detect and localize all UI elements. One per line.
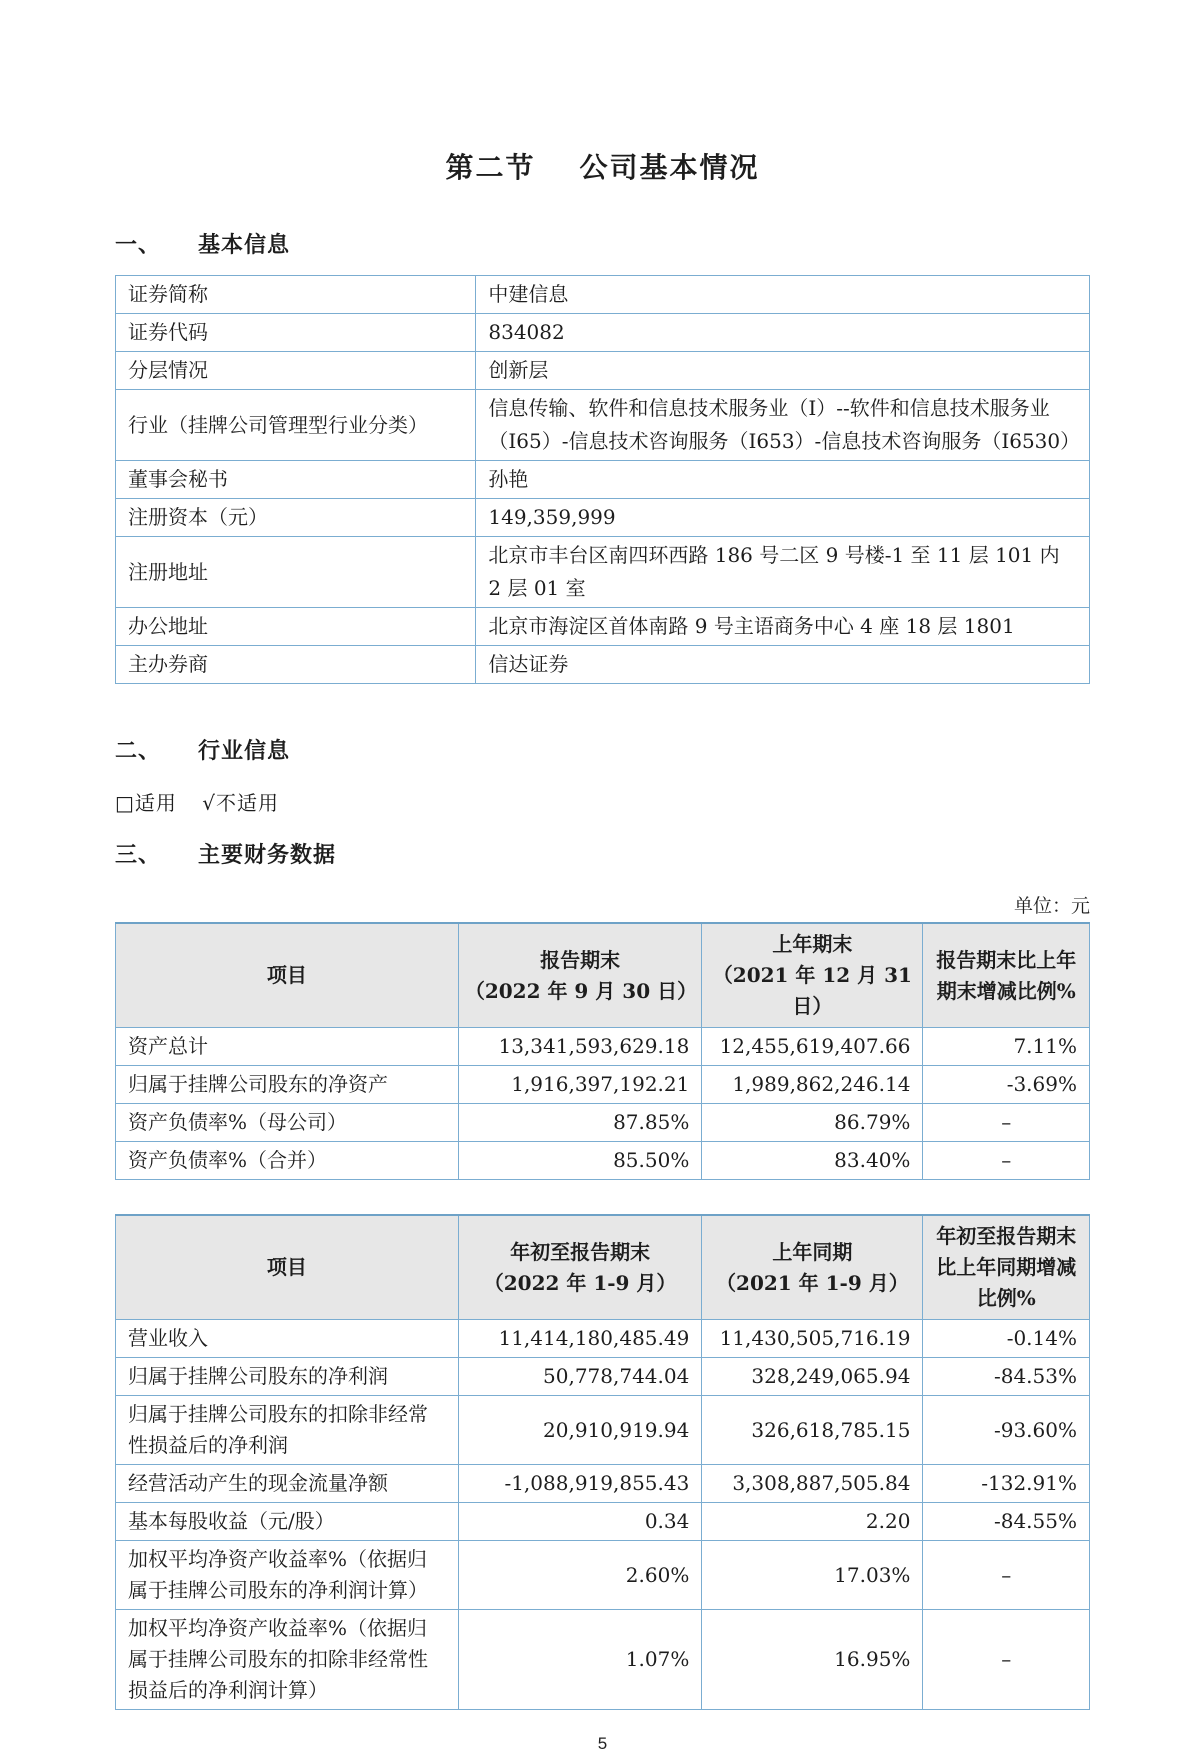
row-value: 北京市丰台区南四环西路 186 号二区 9 号楼-1 至 11 层 101 内 2 层 01 室 — [476, 537, 1090, 608]
row-value: 2.20 — [702, 1503, 923, 1541]
applicability-options — [115, 787, 1090, 816]
column-header-item: 项目 — [116, 923, 459, 1028]
row-item: 资产总计 — [116, 1028, 459, 1066]
row-value: 13,341,593,629.18 — [458, 1028, 702, 1066]
row-item: 加权平均净资产收益率%（依据归属于挂牌公司股东的净利润计算） — [116, 1541, 459, 1610]
row-value: 信息传输、软件和信息技术服务业（I）--软件和信息技术服务业（I65）-信息技术咨询服务（I653）-信息技术咨询服务（I6530） — [476, 390, 1090, 461]
row-value: 83.40% — [702, 1142, 923, 1180]
header-line: 比上年同期增减 — [936, 1255, 1077, 1279]
row-change: – — [923, 1541, 1090, 1610]
row-label: 董事会秘书 — [116, 461, 476, 499]
row-value: 11,414,180,485.49 — [458, 1320, 702, 1358]
table-row — [116, 499, 1090, 537]
row-change: – — [923, 1142, 1090, 1180]
row-value: 北京市海淀区首体南路 9 号主语商务中心 4 座 18 层 1801 — [476, 608, 1090, 646]
row-value: 0.34 — [458, 1503, 702, 1541]
row-change: -93.60% — [923, 1396, 1090, 1465]
header-line: 上年同期 — [772, 1239, 853, 1264]
row-item: 经营活动产生的现金流量净额 — [116, 1465, 459, 1503]
row-item: 营业收入 — [116, 1320, 459, 1358]
row-label: 行业（挂牌公司管理型行业分类） — [116, 390, 476, 461]
row-label: 注册地址 — [116, 537, 476, 608]
row-label: 证券简称 — [116, 276, 476, 314]
basic-info-table — [115, 275, 1090, 684]
section-title: 基本信息 — [198, 232, 291, 257]
unit-label: 单位：元 — [1013, 895, 1090, 917]
row-change: -84.55% — [923, 1503, 1090, 1541]
table-header-row — [116, 1215, 1090, 1320]
column-header-change-ratio — [923, 1215, 1090, 1320]
row-value: 信达证券 — [476, 646, 1090, 684]
checkbox-not-applicable-checked: √不适用 — [202, 791, 280, 815]
table-row — [116, 646, 1090, 684]
row-value: 17.03% — [702, 1541, 923, 1610]
row-item: 加权平均净资产收益率%（依据归属于挂牌公司股东的扣除非经常性损益后的净利润计算） — [116, 1610, 459, 1710]
row-value: 20,910,919.94 — [458, 1396, 702, 1465]
header-line: （2021 年 1-9 月） — [716, 1270, 909, 1295]
row-item: 归属于挂牌公司股东的净利润 — [116, 1358, 459, 1396]
row-value: 3,308,887,505.84 — [702, 1465, 923, 1503]
row-value: 11,430,505,716.19 — [702, 1320, 923, 1358]
row-value: 1.07% — [458, 1610, 702, 1710]
row-change: -84.53% — [923, 1358, 1090, 1396]
row-value: 孙艳 — [476, 461, 1090, 499]
column-header-prior-year-end — [702, 923, 923, 1028]
row-value: 12,455,619,407.66 — [702, 1028, 923, 1066]
row-label: 注册资本（元） — [116, 499, 476, 537]
row-value: 834082 — [476, 314, 1090, 352]
row-item: 资产负债率%（合并） — [116, 1142, 459, 1180]
page-title — [115, 146, 1090, 186]
row-value: 1,989,862,246.14 — [702, 1066, 923, 1104]
row-label: 证券代码 — [116, 314, 476, 352]
table-row — [116, 1320, 1090, 1358]
row-value: 1,916,397,192.21 — [458, 1066, 702, 1104]
row-value: 创新层 — [476, 352, 1090, 390]
table-row — [116, 314, 1090, 352]
table-row — [116, 390, 1090, 461]
row-label: 办公地址 — [116, 608, 476, 646]
column-header-prior-year-same-period — [702, 1215, 923, 1320]
header-line: 报告期末 — [540, 947, 621, 972]
table-row — [116, 1142, 1090, 1180]
financial-table-period-end — [115, 922, 1090, 1180]
section-title: 行业信息 — [198, 738, 291, 763]
section-heading-financial-data — [115, 838, 1090, 869]
checkbox-applicable-unchecked: □适用 — [115, 791, 177, 815]
row-label: 分层情况 — [116, 352, 476, 390]
table-row — [116, 1465, 1090, 1503]
row-value: -1,088,919,855.43 — [458, 1465, 702, 1503]
table-row — [116, 352, 1090, 390]
table-row — [116, 1503, 1090, 1541]
row-item: 资产负债率%（母公司） — [116, 1104, 459, 1142]
table-row — [116, 537, 1090, 608]
section-title: 主要财务数据 — [198, 842, 337, 867]
row-item: 归属于挂牌公司股东的扣除非经常性损益后的净利润 — [116, 1396, 459, 1465]
header-line: （2022 年 9 月 30 日） — [464, 978, 698, 1003]
column-header-report-period-end — [458, 923, 702, 1028]
row-value: 328,249,065.94 — [702, 1358, 923, 1396]
row-value: 326,618,785.15 — [702, 1396, 923, 1465]
row-change: -0.14% — [923, 1320, 1090, 1358]
row-value: 85.50% — [458, 1142, 702, 1180]
row-item: 归属于挂牌公司股东的净资产 — [116, 1066, 459, 1104]
row-change: 7.11% — [923, 1028, 1090, 1066]
table-row — [116, 1358, 1090, 1396]
header-line: 比例% — [976, 1286, 1036, 1310]
table-row — [116, 1104, 1090, 1142]
row-change: -132.91% — [923, 1465, 1090, 1503]
row-value: 中建信息 — [476, 276, 1090, 314]
header-line: 期末增减比例% — [936, 978, 1076, 1003]
row-value: 149,359,999 — [476, 499, 1090, 537]
row-value: 87.85% — [458, 1104, 702, 1142]
row-value: 86.79% — [702, 1104, 923, 1142]
table-row — [116, 1610, 1090, 1710]
row-change: -3.69% — [923, 1066, 1090, 1104]
column-header-change-ratio — [923, 923, 1090, 1028]
column-header-ytd — [458, 1215, 702, 1320]
table-header-row — [116, 923, 1090, 1028]
header-line: 年初至报告期末 — [936, 1224, 1077, 1248]
table-row — [116, 1541, 1090, 1610]
financial-table-year-to-date — [115, 1214, 1090, 1710]
row-value: 16.95% — [702, 1610, 923, 1710]
header-line: 年初至报告期末 — [510, 1239, 651, 1264]
table-row — [116, 1066, 1090, 1104]
row-value: 50,778,744.04 — [458, 1358, 702, 1396]
row-item: 基本每股收益（元/股） — [116, 1503, 459, 1541]
section-heading-basic-info — [115, 228, 1090, 259]
row-label: 主办券商 — [116, 646, 476, 684]
section-number: 三、 — [115, 842, 162, 867]
table-row — [116, 461, 1090, 499]
title-section-name: 公司基本情况 — [579, 152, 760, 183]
table-row — [116, 1396, 1090, 1465]
row-value: 2.60% — [458, 1541, 702, 1610]
table-row — [116, 276, 1090, 314]
row-change: – — [923, 1610, 1090, 1710]
header-line: （2022 年 1-9 月） — [483, 1270, 677, 1295]
header-line: 上年期末 — [772, 932, 853, 956]
title-section-number: 第二节 — [445, 152, 536, 183]
section-number: 一、 — [115, 232, 162, 257]
section-heading-industry-info — [115, 734, 1090, 765]
page-number: 5 — [597, 1734, 608, 1753]
section-number: 二、 — [115, 738, 162, 763]
table-row — [116, 608, 1090, 646]
header-line: （2021 年 12 月 31 日） — [712, 963, 912, 1018]
row-change: – — [923, 1104, 1090, 1142]
column-header-item: 项目 — [116, 1215, 459, 1320]
table-row — [116, 1028, 1090, 1066]
header-line: 报告期末比上年 — [936, 947, 1077, 972]
